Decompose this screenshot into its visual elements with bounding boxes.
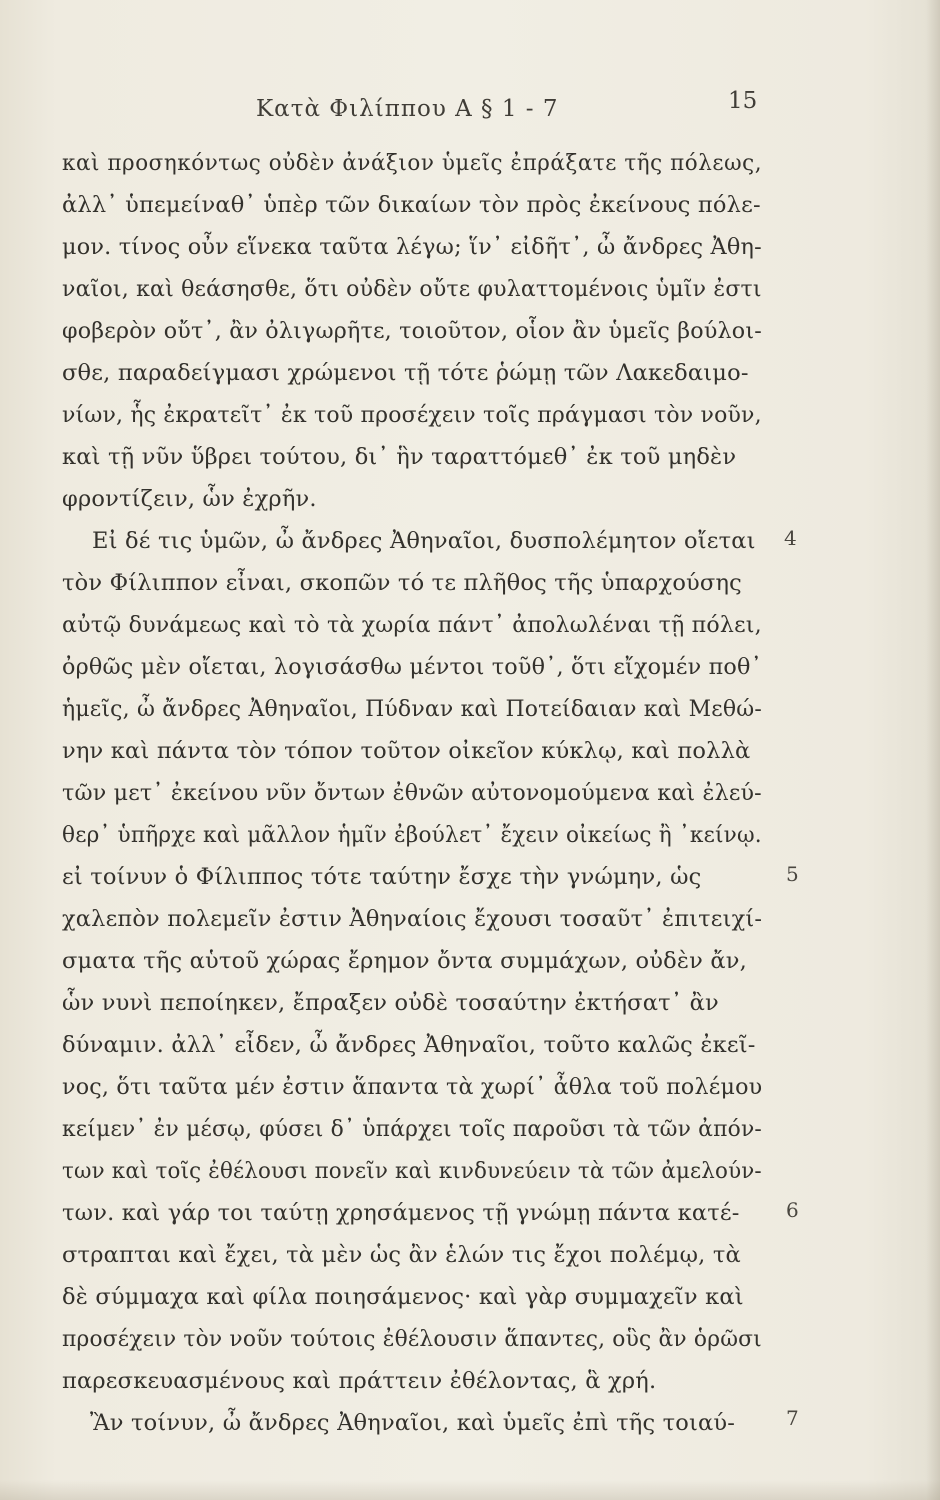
page-number: 15 — [728, 88, 758, 114]
text-line: δὲ σύμμαχα καὶ φίλα ποιησάμενος· καὶ γὰρ συμμαχεῖν καὶ — [62, 1284, 744, 1310]
text-line: ὧν νυνὶ πεποίηκεν, ἔπραξεν οὐδὲ τοσαύτην ἐκτήσατ᾽ ἂν — [62, 990, 719, 1016]
text-line: των. καὶ γάρ τοι ταύτῃ χρησάμενος τῇ γνώμῃ πάντα κατέ- — [62, 1200, 740, 1226]
text-line: φοβερὸν οὔτ᾽, ἂν ὀλιγωρῆτε, τοιοῦτον, οἷον ἂν ὑμεῖς βούλοι- — [62, 318, 762, 344]
section-number: 6 — [786, 1198, 799, 1222]
text-line: σματα τῆς αὑτοῦ χώρας ἔρημον ὄντα συμμάχων, οὐδὲν ἄν, — [62, 948, 748, 974]
section-number: 4 — [784, 526, 797, 550]
running-header: Κατὰ Φιλίππου Α § 1 - 7 — [256, 96, 559, 122]
text-line: προσέχειν τὸν νοῦν τούτοις ἐθέλουσιν ἅπαντες, οὓς ἂν ὁρῶσι — [62, 1326, 762, 1352]
text-line: νην καὶ πάντα τὸν τόπον τοῦτον οἰκεῖον κύκλῳ, καὶ πολλὰ — [62, 738, 751, 764]
text-line: κείμεν᾽ ἐν μέσῳ, φύσει δ᾽ ὑπάρχει τοῖς παροῦσι τὰ τῶν ἀπόν- — [62, 1116, 762, 1142]
text-line: ἡμεῖς, ὦ ἄνδρες Ἀθηναῖοι, Πύδναν καὶ Ποτείδαιαν καὶ Μεθώ- — [62, 696, 762, 722]
text-line: δύναμιν. ἀλλ᾽ εἶδεν, ὦ ἄνδρες Ἀθηναῖοι, τοῦτο καλῶς ἐκεῖ- — [62, 1032, 756, 1058]
text-line: τῶν μετ᾽ ἐκείνου νῦν ὄντων ἐθνῶν αὐτονομούμενα καὶ ἐλεύ- — [62, 780, 762, 806]
page-bottom-shadow — [0, 1480, 940, 1500]
text-line: ὀρθῶς μὲν οἴεται, λογισάσθω μέντοι τοῦθ᾽, ὅτι εἴχομέν ποθ᾽ — [62, 654, 762, 680]
section-number: 7 — [786, 1406, 799, 1430]
text-line: μον. τίνος οὖν εἵνεκα ταῦτα λέγω; ἵν᾽ εἰδῆτ᾽, ὦ ἄνδρες Ἀθη- — [62, 234, 762, 260]
page-edge-shadow — [926, 0, 940, 1500]
text-line: νος, ὅτι ταῦτα μέν ἐστιν ἅπαντα τὰ χωρί᾽ ἆθλα τοῦ πολέμου — [62, 1074, 763, 1100]
text-line: καὶ προσηκόντως οὐδὲν ἀνάξιον ὑμεῖς ἐπράξατε τῆς πόλεως, — [62, 150, 763, 176]
text-line: φροντίζειν, ὧν ἐχρῆν. — [62, 486, 317, 512]
text-line: νίων, ἧς ἐκρατεῖτ᾽ ἐκ τοῦ προσέχειν τοῖς πράγμασι τὸν νοῦν, — [62, 402, 762, 428]
text-line: στραπται καὶ ἔχει, τὰ μὲν ὡς ἂν ἑλών τις ἔχοι πολέμῳ, τὰ — [62, 1242, 741, 1268]
text-line: εἰ τοίνυν ὁ Φίλιππος τότε ταύτην ἔσχε τὴν γνώμην, ὡς — [62, 864, 702, 890]
text-line: σθε, παραδείγμασι χρώμενοι τῇ τότε ῥώμῃ τῶν Λακεδαιμο- — [62, 360, 749, 386]
paragraph-start-line: Ἂν τοίνυν, ὦ ἄνδρες Ἀθηναῖοι, καὶ ὑμεῖς ἐπὶ τῆς τοιαύ- — [90, 1410, 736, 1436]
text-line: χαλεπὸν πολεμεῖν ἐστιν Ἀθηναίοις ἔχουσι τοσαῦτ᾽ ἐπιτειχί- — [62, 906, 763, 932]
section-number: 5 — [786, 862, 799, 886]
text-line: των καὶ τοῖς ἐθέλουσι πονεῖν καὶ κινδυνεύειν τὰ τῶν ἀμελούν- — [62, 1158, 762, 1184]
text-line: καὶ τῇ νῦν ὕβρει τούτου, δι᾽ ἣν ταραττόμεθ᾽ ἐκ τοῦ μηδὲν — [62, 444, 737, 470]
text-line: τὸν Φίλιππον εἶναι, σκοπῶν τό τε πλῆθος τῆς ὑπαρχούσης — [62, 570, 742, 596]
text-line: αὐτῷ δυνάμεως καὶ τὸ τὰ χωρία πάντ᾽ ἀπολωλέναι τῇ πόλει, — [62, 612, 762, 638]
text-line: ναῖοι, καὶ θεάσησθε, ὅτι οὐδὲν οὔτε φυλαττομένοις ὑμῖν ἐστι — [62, 276, 762, 302]
paragraph-start-line: Εἰ δέ τις ὑμῶν, ὦ ἄνδρες Ἀθηναῖοι, δυσπολέμητον οἴεται — [92, 528, 756, 554]
text-line: ἀλλ᾽ ὑπεμείναθ᾽ ὑπὲρ τῶν δικαίων τὸν πρὸς ἐκείνους πόλε- — [62, 192, 761, 218]
text-line: παρεσκευασμένους καὶ πράττειν ἐθέλοντας, ἃ χρή. — [62, 1368, 657, 1394]
text-line: θερ᾽ ὑπῆρχε καὶ μᾶλλον ἡμῖν ἐβούλετ᾽ ἔχειν οἰκείως ἢ ᾽κείνῳ. — [62, 822, 762, 848]
